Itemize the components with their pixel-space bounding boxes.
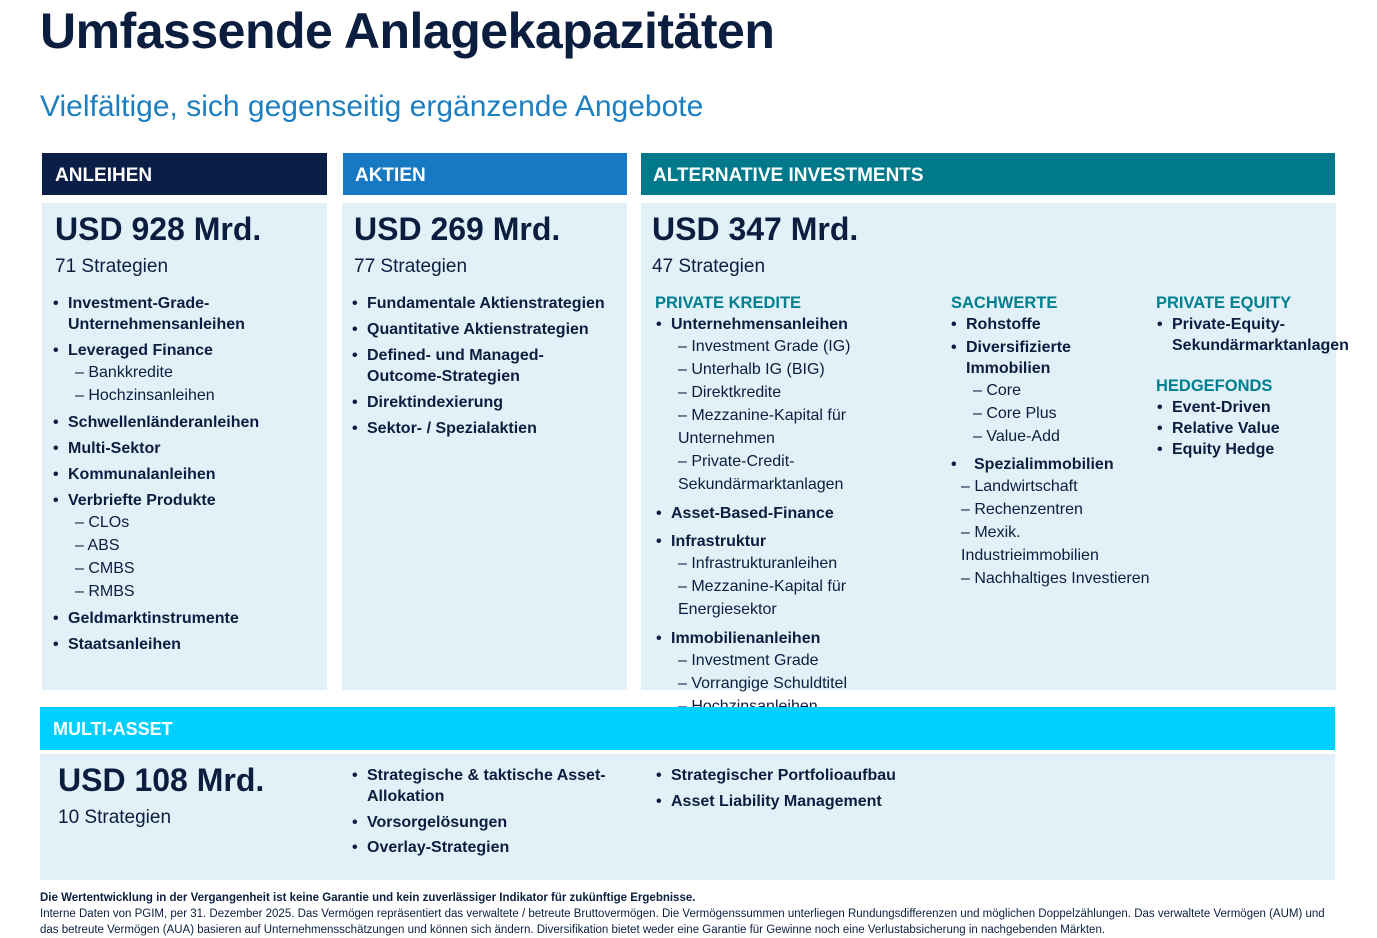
list-multi-asset-2 xyxy=(656,765,956,817)
sub-item: – Investment Grade (IG) xyxy=(656,335,945,358)
list-item: • Infrastruktur – Infrastrukturanleihen – Mezzanine-Kapital für Energiesektor xyxy=(656,531,945,621)
list-item: • Leveraged Finance – Bankkredite – Hochzinsanleihen xyxy=(53,340,318,407)
list-item: • Rohstoffe xyxy=(951,314,1151,335)
section-title-sachwerte: SACHWERTE xyxy=(951,294,1058,312)
amount-anleihen: USD 928 Mrd. xyxy=(55,211,262,247)
list-private-kredite xyxy=(655,292,945,746)
section-title-hedgefonds: HEDGEFONDS xyxy=(1156,377,1273,395)
footer-note: Interne Daten von PGIM, per 31. Dezember 2025. Das Vermögen repräsentiert das verwaltete / betreute Bruttovermögen. Die Vermögenssummen unterliegen Rundungsdifferenzen und möglichen Doppelzählungen. Das verwaltete Vermögen (AUM) und das betreute Vermögen (AUA) basieren auf Unternehmensschätzungen und können sich ändern. Diversifikation bietet weder eine Garantie für Gewinne noch eine Verlustabsicherung in nachgebenden Märkten. xyxy=(40,908,1325,936)
sub-item: – Rechenzentren xyxy=(951,498,1151,521)
list-item: • Equity Hedge xyxy=(1157,439,1336,460)
list-item: • Vorsorgelösungen xyxy=(352,812,612,833)
list-item: • Direktindexierung xyxy=(352,392,617,413)
list-anleihen xyxy=(53,293,318,660)
list-item: • Private-Equity-Sekundärmarktanlagen xyxy=(1157,314,1336,356)
list-item: • Diversifizierte Immobilien – Core – Core Plus – Value-Add xyxy=(951,337,1151,448)
sub-item: – Unterhalb IG (BIG) xyxy=(656,358,945,381)
list-item: • Asset Liability Management xyxy=(656,791,956,812)
sub-item: – Bankkredite xyxy=(53,361,318,384)
page-title: Umfassende Anlagekapazitäten xyxy=(40,3,775,59)
sub-item: – Mexik. Industrieimmobilien xyxy=(951,521,1151,567)
sub-item: – Nachhaltiges Investieren xyxy=(951,567,1151,590)
sub-item: – Mezzanine-Kapital für Energiesektor xyxy=(656,575,945,621)
sub-item: – Private-Credit-Sekundärmarktanlagen xyxy=(656,450,945,496)
strategies-anleihen: 71 Strategien xyxy=(55,256,169,277)
list-item: • Staatsanleihen xyxy=(53,634,318,655)
list-item: • Sektor- / Spezialaktien xyxy=(352,418,617,439)
sub-item: – Landwirtschaft xyxy=(951,475,1151,498)
list-item: • Schwellenländeranleihen xyxy=(53,412,318,433)
sub-item: – RMBS xyxy=(53,580,318,603)
list-item: • Overlay-Strategien xyxy=(352,837,612,858)
list-item: • Geldmarktinstrumente xyxy=(53,608,318,629)
list-item: • Event-Driven xyxy=(1157,397,1336,418)
strategies-alternative: 47 Strategien xyxy=(652,256,766,277)
list-item: • Defined- und Managed-Outcome-Strategien xyxy=(352,345,617,387)
header-aktien: AKTIEN xyxy=(343,153,627,195)
list-multi-asset-1 xyxy=(352,765,612,863)
list-item: • Immobilienanleihen – Investment Grade – Vorrangige Schuldtitel – – xyxy=(656,628,945,741)
strategies-multi-asset: 10 Strategien xyxy=(58,807,172,828)
amount-alternative: USD 347 Mrd. xyxy=(652,211,859,247)
page-subtitle: Vielfältige, sich gegenseitig ergänzende Angebote xyxy=(40,90,704,123)
sub-item: – CMBS xyxy=(53,557,318,580)
list-sachwerte xyxy=(951,292,1151,595)
footer-disclaimer: Die Wertentwicklung in der Vergangenheit ist keine Garantie und kein zuverlässiger Indikator für zukünftige Ergebnisse. xyxy=(40,892,696,904)
sub-item: – Infrastrukturanleihen xyxy=(656,552,945,575)
list-item: • Verbriefte Produkte – CLOs – ABS – CMBS – RMBS xyxy=(53,490,318,603)
sub-item: – Core xyxy=(951,379,1151,402)
list-item: • Strategische & taktische Asset-Allokation xyxy=(352,765,612,807)
sub-item: – Value-Add xyxy=(951,425,1151,448)
header-anleihen: ANLEIHEN xyxy=(42,153,327,195)
amount-aktien: USD 269 Mrd. xyxy=(354,211,561,247)
header-alternative-investments: ALTERNATIVE INVESTMENTS xyxy=(641,153,1335,195)
list-item: • Asset-Based-Finance xyxy=(656,503,945,524)
list-aktien xyxy=(352,293,617,444)
list-private-equity xyxy=(1156,292,1349,460)
list-item: • Unternehmensanleihen – Investment Grade (IG) – Unterhalb IG (BIG) – Direktkredite – Mezzanine-Kapital für Unternehmen – Private-Credit-Sekundärmarktanlagen xyxy=(656,314,945,496)
header-multi-asset: MULTI-ASSET xyxy=(40,707,1335,750)
strategies-aktien: 77 Strategien xyxy=(354,256,468,277)
sub-item: – Hochzinsanleihen xyxy=(53,384,318,407)
sub-item: – ABS xyxy=(53,534,318,557)
list-item: • Relative Value xyxy=(1157,418,1336,439)
list-item: • Multi-Sektor xyxy=(53,438,318,459)
sub-item: – Mezzanine-Kapital für Unternehmen xyxy=(656,404,945,450)
sub-item: – CLOs xyxy=(53,511,318,534)
sub-item: – Direktkredite xyxy=(656,381,945,404)
section-title-private-kredite: PRIVATE KREDITE xyxy=(655,294,802,312)
list-item: • Quantitative Aktienstrategien xyxy=(352,319,617,340)
list-item: • Fundamentale Aktienstrategien xyxy=(352,293,617,314)
list-item: • Investment-Grade-Unternehmensanleihen xyxy=(53,293,318,335)
footer xyxy=(40,890,1340,938)
list-item: • Strategischer Portfolioaufbau xyxy=(656,765,956,786)
amount-multi-asset: USD 108 Mrd. xyxy=(58,762,265,798)
list-item: • Spezialimmobilien – Landwirtschaft – Rechenzentren – Mexik. Industrieimmobilien – Nachhaltiges Investieren xyxy=(951,454,1151,590)
section-title-private-equity: PRIVATE EQUITY xyxy=(1156,294,1292,312)
sub-item: – Core Plus xyxy=(951,402,1151,425)
sub-item: – Investment Grade xyxy=(656,649,945,672)
sub-item: – Vorrangige Schuldtitel xyxy=(656,672,945,695)
list-item: • Kommunalanleihen xyxy=(53,464,318,485)
